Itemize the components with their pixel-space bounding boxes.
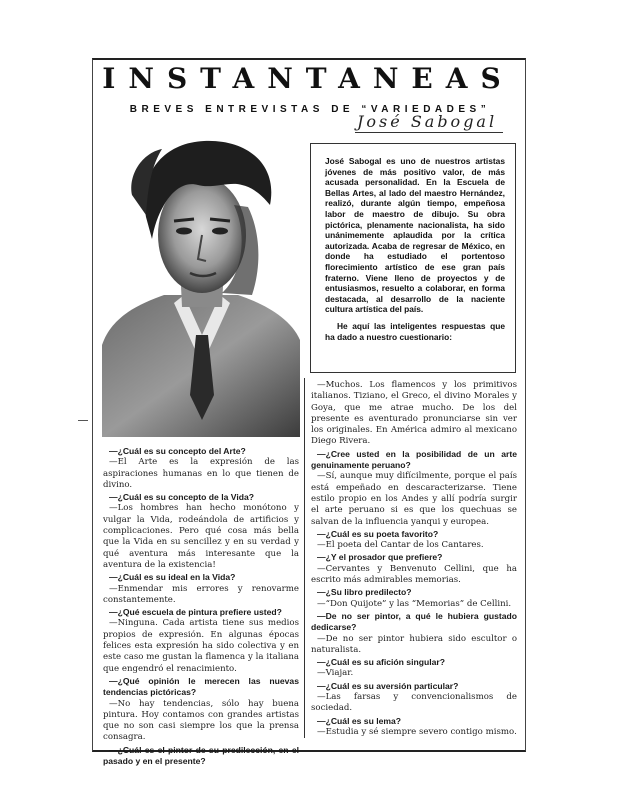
interview-question: —¿Qué opinión le merecen las nuevas tendencias pictóricas? (103, 675, 299, 698)
interview-question: —¿Cuál es su afición singular? (317, 657, 445, 668)
intro-lead-in: He aquí las inteligentes respuestas que ha dado a nuestro cuestionario: (325, 320, 505, 342)
interview-answer: —Estudia y sé siempre severo contigo mismo. (317, 726, 517, 737)
interview-answer: —Cervantes y Benvenuto Cellini, que ha escrito más admirables memorias. (311, 563, 517, 586)
interview-question: —¿Y el prosador que prefiere? (317, 552, 443, 563)
page-subtitle: BREVES ENTREVISTAS DE “VARIEDADES” (129, 104, 491, 115)
portrait-photo (102, 135, 300, 437)
interview-question: —¿Cuál es su ideal en la Vida? (109, 572, 236, 583)
interview-question: —¿Su libro predilecto? (317, 587, 412, 598)
portrait-illustration (102, 135, 300, 437)
signature-underline (355, 132, 503, 133)
page-title: INSTANTANEAS (102, 62, 514, 95)
interview-answer: —Enmendar mis errores y renovarme constantemente. (103, 583, 299, 605)
column-divider (304, 378, 305, 738)
interview-answer: —No hay tendencias, sólo hay buena pintura. Hoy contamos con grandes artistas que no son casi siempre los que la prensa consagra. (103, 698, 299, 743)
interview-question: —¿Cuál es su lema? (317, 715, 402, 726)
interview-column-left (103, 446, 299, 767)
interview-question: —¿Cuál es su aversión particular? (317, 680, 459, 691)
interview-answer: —“Don Quijote” y las “Memorias” de Cellini. (317, 598, 512, 609)
interview-answer: —Los hombres han hecho monótono y vulgar la Vida, rodeándola de artificios y complicaciones. Pero qué cosa más bella que la Vida en su sencillez y en su verdad y qué aventura más interesante que la aventura de la existencia! (103, 503, 299, 570)
interview-answer: —El Arte es la expresión de las aspiraciones humanas en lo que tienen de divino. (103, 457, 299, 490)
artist-signature: José Sabogal (357, 112, 498, 131)
interview-question: —¿Cuál es el pintor de su predilección, en el pasado y en el presente? (103, 744, 299, 767)
interview-answer: —Ninguna. Cada artista tiene sus medios propios de expresión. En algunas épocas felices esta expresión ha sido colectiva y en este caso me gustan la flamenca y la italiana que engendró el renacimiento. (103, 618, 299, 674)
intro-paragraph: José Sabogal es uno de nuestros artistas jóvenes de más positivo valor, de más acusada personalidad. En la Escuela de Bellas Artes, al lado del maestro Hernández, realizó, durante algún tiempo, empeñosa labor de maestro de dibujo. Su obra pictórica, plenamente nacionalista, ha sido unánimemente aplaudida por la crítica autorizada. Acaba de regresar de México, en donde ha estudiado el portentoso florecimiento artístico de ese gran país fraterno. Viene lleno de proyectos y de entusiasmos, resuelto a colaborar, en forma destacada, al desarrollo de la naciente cultura artística del país. (325, 156, 505, 315)
interview-question: —De no ser pintor, a qué le hubiera gustado dedicarse? (311, 610, 517, 633)
margin-mark (78, 420, 88, 421)
interview-answer: —Muchos. Los flamencos y los primitivos italianos. Tiziano, el Greco, el divino Morales y Goya, que me atrae mucho. De los del presente es aventurado pronunciarse sin ver los originales. En América admiro al mexicano Diego Rivera. (311, 380, 517, 447)
interview-answer: —Sí, aunque muy difícilmente, porque el país está empeñado en descaracterizarse. Tiene estilo propio en los Andes y allí podría surgir el arte peruano si es que los quechuas se salvan de la influencia yanqui y europea. (311, 471, 517, 527)
interview-question: —¿Cuál es su concepto del Arte? (109, 446, 246, 456)
interview-question: —¿Qué escuela de pintura prefiere usted? (109, 607, 282, 618)
interview-question: —¿Cree usted en la posibilidad de un arte genuinamente peruano? (311, 448, 517, 471)
interview-answer: —El poeta del Cantar de los Cantares. (317, 540, 484, 551)
interview-answer: —De no ser pintor hubiera sido escultor o naturalista. (311, 633, 517, 655)
interview-column-right (311, 380, 517, 739)
intro-box (310, 143, 516, 373)
interview-answer: —Viajar. (317, 668, 354, 679)
interview-question: —¿Cuál es su poeta favorito? (317, 528, 439, 539)
interview-answer: —Las farsas y convencionalismos de sociedad. (311, 692, 517, 714)
interview-question: —¿Cuál es su concepto de la Vida? (109, 492, 255, 503)
